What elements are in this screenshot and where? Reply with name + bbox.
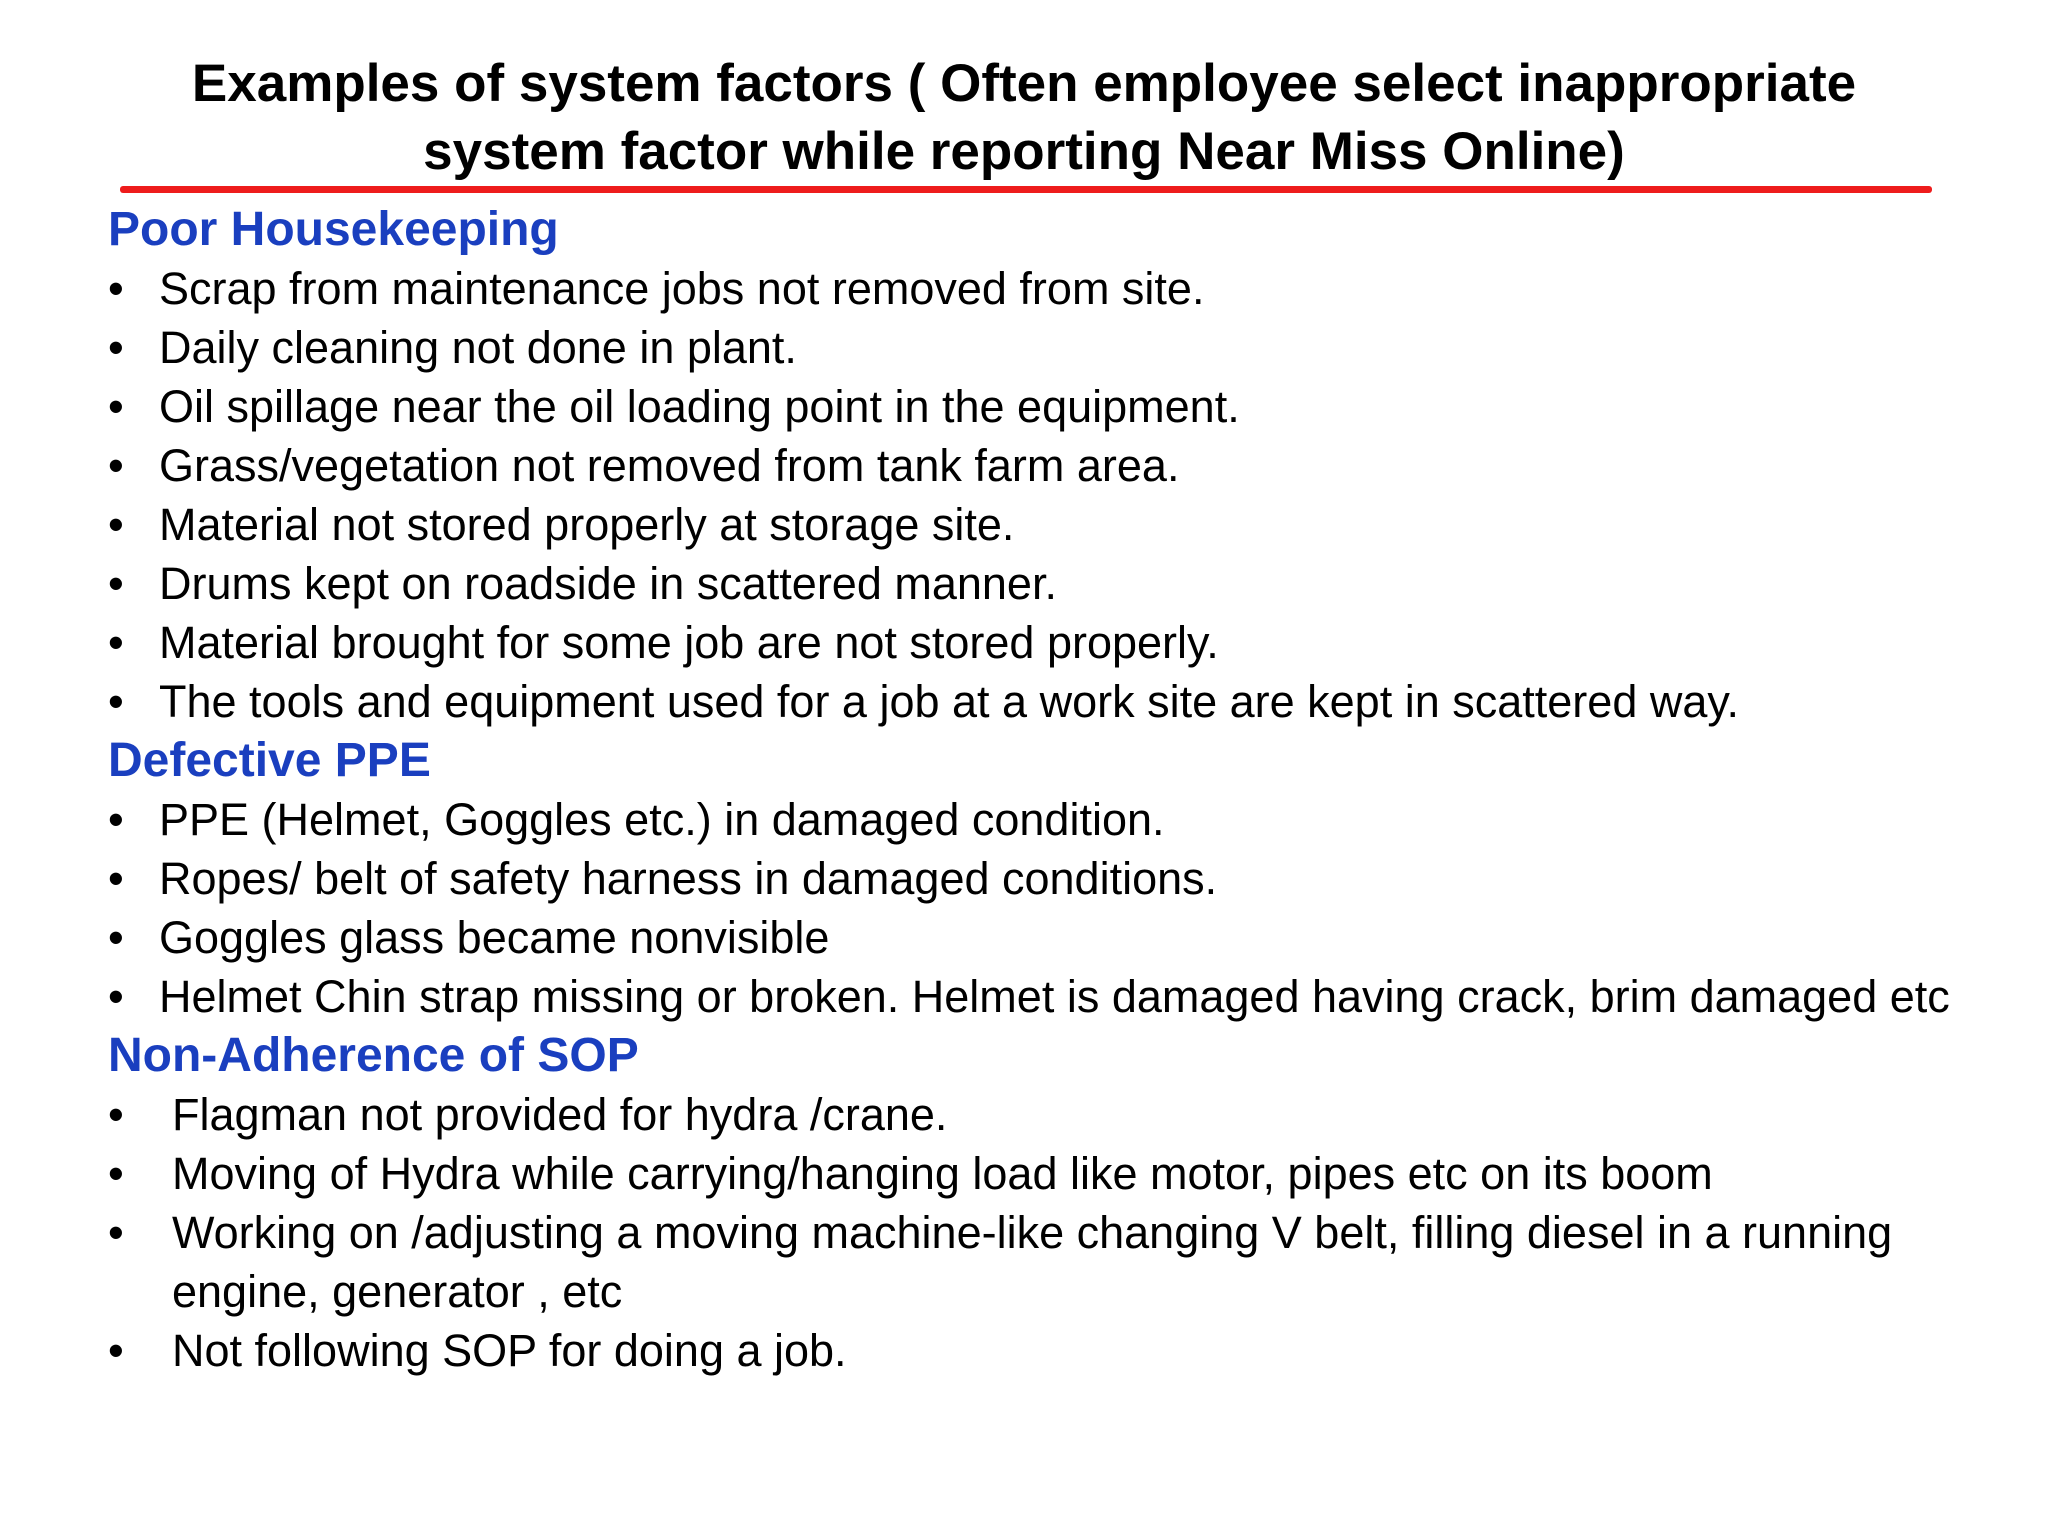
bullet-icon: • [108,558,124,609]
bullet-icon: • [108,1207,124,1258]
list-item [108,436,1988,495]
list-item [108,672,1988,731]
title-divider [120,186,1932,193]
list-item-text: Oil spillage near the oil loading point in the equipment. [159,381,1240,432]
list-item-text: Drums kept on roadside in scattered manner. [159,558,1057,609]
bullet-icon: • [108,912,124,963]
list-item-text: The tools and equipment used for a job at a work site are kept in scattered way. [159,676,1740,727]
list-item-text: Material brought for some job are not stored properly. [159,617,1219,668]
list-item-text: Helmet Chin strap missing or broken. Helmet is damaged having crack, brim damaged etc [159,971,1950,1022]
list-non-adherence-sop [108,1085,1988,1380]
list-item [108,1085,1988,1144]
content-body [108,200,1988,1380]
list-item [108,908,1988,967]
bullet-icon: • [108,794,124,845]
bullet-icon: • [108,322,124,373]
section-heading-poor-housekeeping: Poor Housekeeping [108,203,559,256]
list-item-text: Goggles glass became nonvisible [159,912,830,963]
section-heading-non-adherence-sop: Non-Adherence of SOP [108,1029,639,1082]
list-item-text: Material not stored properly at storage site. [159,499,1015,550]
list-item-text: Moving of Hydra while carrying/hanging load like motor, pipes etc on its boom [172,1148,1713,1199]
title-line-1: Examples of system factors ( Often employee select inappropriate [191,54,1857,113]
section-heading-defective-ppe: Defective PPE [108,734,431,787]
list-item [108,1203,1988,1321]
list-item [108,967,1988,1026]
list-item-text: Daily cleaning not done in plant. [159,322,797,373]
bullet-icon: • [108,440,124,491]
list-item [108,554,1988,613]
bullet-icon: • [108,1089,124,1140]
list-item [108,318,1988,377]
bullet-icon: • [108,499,124,550]
bullet-icon: • [108,263,124,314]
list-item [108,377,1988,436]
bullet-icon: • [108,381,124,432]
bullet-icon: • [108,853,124,904]
list-item [108,790,1988,849]
list-item [108,1144,1988,1203]
title-line-2: system factor while reporting Near Miss Online) [423,122,1625,181]
list-defective-ppe [108,790,1988,1026]
bullet-icon: • [108,1325,124,1376]
bullet-icon: • [108,1148,124,1199]
list-item-text: Not following SOP for doing a job. [172,1325,847,1376]
list-item [108,495,1988,554]
list-poor-housekeeping [108,259,1988,731]
list-item-text: Working on /adjusting a moving machine-like changing V belt, filling diesel in a running engine, generator , etc [172,1207,1893,1317]
bullet-icon: • [108,617,124,668]
bullet-icon: • [108,971,124,1022]
list-item [108,849,1988,908]
list-item-text: Grass/vegetation not removed from tank farm area. [159,440,1180,491]
list-item [108,1321,1988,1380]
list-item-text: Scrap from maintenance jobs not removed from site. [159,263,1205,314]
bullet-icon: • [108,676,124,727]
list-item [108,613,1988,672]
list-item-text: PPE (Helmet, Goggles etc.) in damaged condition. [159,794,1165,845]
page-title [100,50,1948,186]
list-item-text: Flagman not provided for hydra /crane. [172,1089,948,1140]
list-item [108,259,1988,318]
list-item-text: Ropes/ belt of safety harness in damaged conditions. [159,853,1218,904]
